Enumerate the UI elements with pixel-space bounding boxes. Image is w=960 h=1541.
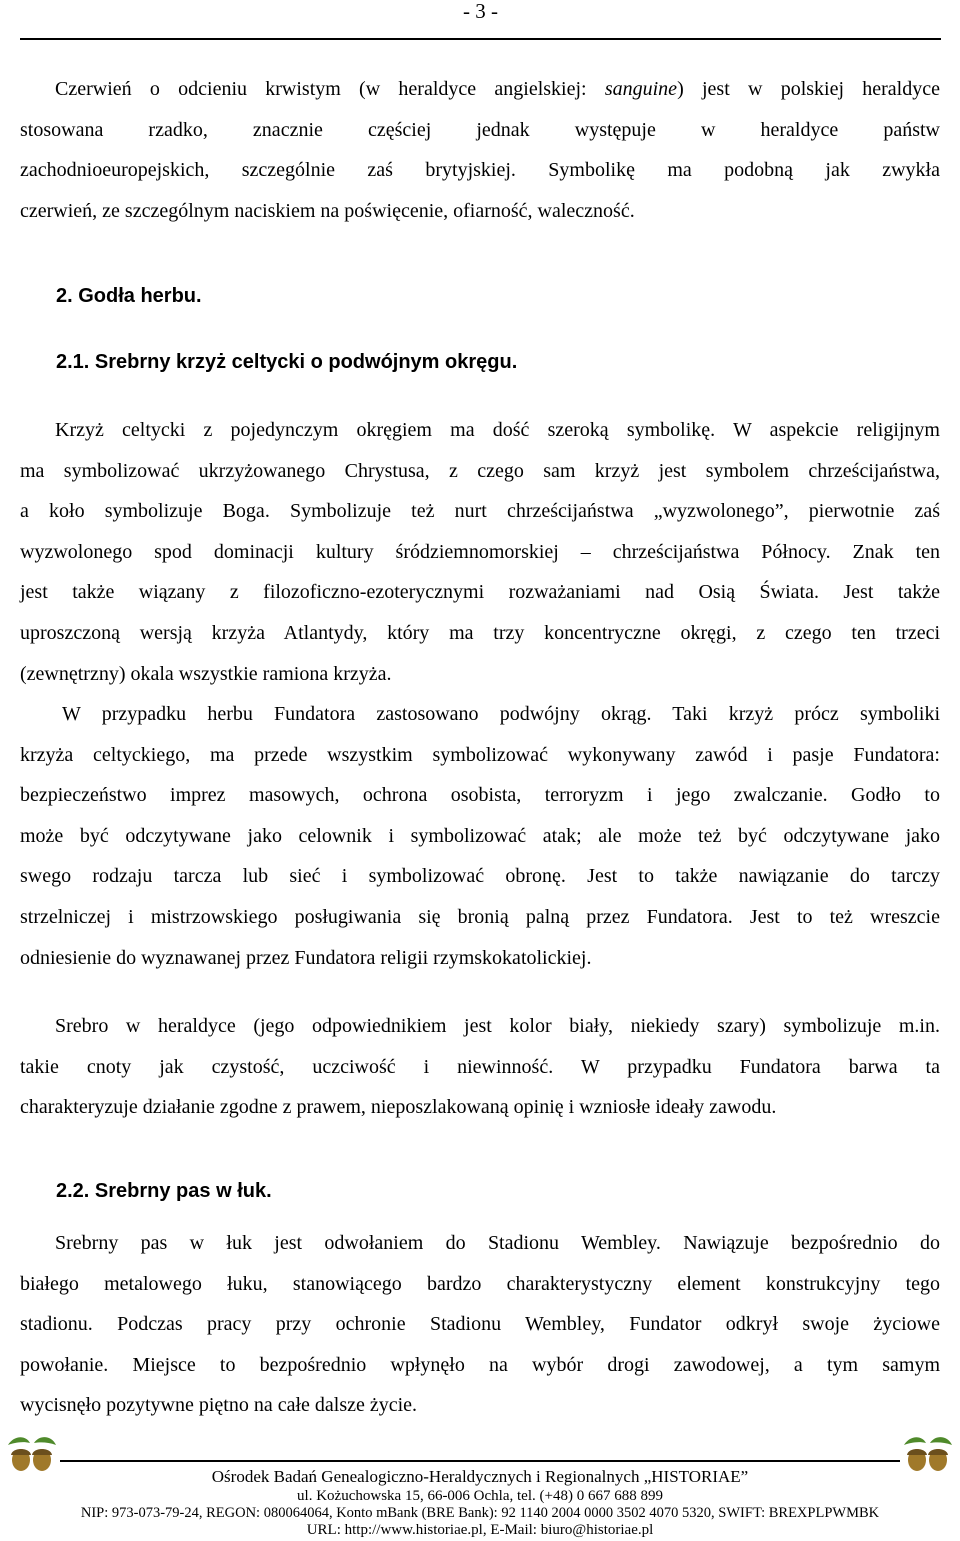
paragraph-line: (zewnętrzny) okala wszystkie ramiona krzyża. bbox=[20, 662, 392, 685]
footer-web: URL: http://www.historiae.pl, E-Mail: biuro@historiae.pl bbox=[306, 1522, 654, 1538]
paragraph-double-circle bbox=[20, 694, 940, 978]
italic-term: sanguine bbox=[604, 78, 678, 100]
paragraph-line: W przypadku herbu Fundatora zastosowano podwójny okrąg. Taki krzyż prócz symboliki bbox=[62, 703, 940, 725]
paragraph-line: takie cnoty jak czystość, uczciwość i niewinność. W przypadku Fundatora barwa ta bbox=[20, 1055, 940, 1078]
paragraph-line: wycisnęło pozytywne piętno na całe dalsze życie. bbox=[20, 1394, 418, 1417]
paragraph-line: ma symbolizować ukrzyżowanego Chrystusa, z czego sam krzyż jest symbolem chrześcijaństwa, bbox=[20, 459, 940, 482]
acorn-icon-right bbox=[900, 1433, 956, 1473]
heading-2-1: 2.1. Srebrny krzyż celtycki o podwójnym okręgu. bbox=[56, 351, 518, 373]
paragraph-line: uproszczoną wersją krzyża Atlantydy, który ma trzy koncentryczne okręgi, z czego ten trzeci bbox=[20, 621, 940, 644]
acorn-icon-left bbox=[4, 1433, 60, 1473]
paragraph-line: Krzyż celtycki z pojedynczym okręgiem ma dość szeroką symbolikę. W aspekcie religijnym bbox=[55, 419, 940, 441]
paragraph-line: białego metalowego łuku, stanowiącego bardzo charakterystyczny element konstrukcyjny tego bbox=[20, 1272, 940, 1295]
paragraph-celtic-cross bbox=[20, 410, 940, 694]
paragraph-wembley bbox=[20, 1223, 940, 1426]
paragraph-line: jest także wiązany z filozoficzno-ezoterycznymi rozważaniami nad Osią Świata. Jest także bbox=[20, 581, 940, 604]
paragraph-line: powołanie. Miejsce to bezpośrednio wpłynęło na wybór drogi zawodowej, a tym samym bbox=[20, 1353, 940, 1376]
paragraph-line: Srebro w heraldyce (jego odpowiednikiem jest kolor biały, niekiedy szary) symbolizuje m.in. bbox=[55, 1015, 940, 1037]
text-run: ) jest w polskiej heraldyce bbox=[677, 78, 940, 100]
paragraph-line: wyzwolonego spod dominacji kultury śródziemnomorskiej – chrześcijaństwa Północy. Znak ten bbox=[20, 540, 940, 563]
paragraph-line: bezpieczeństwo imprez masowych, ochrona osobista, terroryzm i jego zwalczanie. Godło to bbox=[20, 784, 940, 807]
paragraph-line: swego rodzaju tarcza lub sieć i symbolizować obronę. Jest to także nawiązanie do tarczy bbox=[20, 865, 940, 888]
footer-org: Ośrodek Badań Genealogiczno-Heraldycznych i Regionalnych „HISTORIAE” bbox=[211, 1467, 749, 1486]
paragraph-line: charakteryzuje działanie zgodne z prawem, nieposzlakowaną opinię i wzniosłe ideały zawodu. bbox=[20, 1096, 777, 1119]
footer-ids: NIP: 973-073-79-24, REGON: 080064064, Konto mBank (BRE Bank): 92 1140 2004 0000 3502 4070 5320, SWIFT: BREXPLPWMBK bbox=[80, 1505, 880, 1521]
paragraph-line: odniesienie do wyznawanej przez Fundatora religii rzymskokatolickiej. bbox=[20, 946, 592, 969]
paragraph-line bbox=[20, 69, 940, 110]
paragraph-line: strzelniczej i mistrzowskiego posługiwania się bronią palną przez Fundatora. Jest to też wreszcie bbox=[20, 905, 940, 928]
page-number: - 3 - bbox=[463, 0, 498, 23]
paragraph-red-tincture bbox=[20, 69, 940, 231]
footer-address: ul. Kożuchowska 15, 66-006 Ochla, tel. (+48) 0 667 688 899 bbox=[297, 1488, 663, 1504]
paragraph-line: stadionu. Podczas pracy przy ochronie Stadionu Wembley, Fundator odkrył swoje życiowe bbox=[20, 1313, 940, 1336]
text-run: Czerwień o odcieniu krwistym (w heraldyce angielskiej: bbox=[55, 78, 605, 100]
header-rule bbox=[20, 38, 941, 40]
paragraph-line: krzyża celtyckiego, ma przede wszystkim symbolizować wykonywany zawód i pasje Fundatora: bbox=[20, 743, 940, 766]
paragraph-line: czerwień, ze szczególnym naciskiem na poświęcenie, ofiarność, waleczność. bbox=[20, 199, 635, 222]
heading-2: 2. Godła herbu. bbox=[56, 285, 202, 307]
paragraph-line: może być odczytywane jako celownik i symbolizować atak; ale może też być odczytywane jako bbox=[20, 824, 940, 847]
paragraph-line: Srebrny pas w łuk jest odwołaniem do Stadionu Wembley. Nawiązuje bezpośrednio do bbox=[55, 1232, 940, 1254]
heading-2-2: 2.2. Srebrny pas w łuk. bbox=[56, 1180, 272, 1202]
paragraph-line: stosowana rzadko, znacznie częściej jednak występuje w heraldyce państw bbox=[20, 118, 940, 141]
paragraph-line: a koło symbolizuje Boga. Symbolizuje też nurt chrześcijaństwa „wyzwolonego”, pierwotnie zaś bbox=[20, 500, 940, 523]
paragraph-silver bbox=[20, 1006, 940, 1128]
footer-rule bbox=[60, 1460, 900, 1462]
paragraph-line: zachodnioeuropejskich, szczególnie zaś brytyjskiej. Symbolikę ma podobną jak zwykła bbox=[20, 159, 940, 182]
